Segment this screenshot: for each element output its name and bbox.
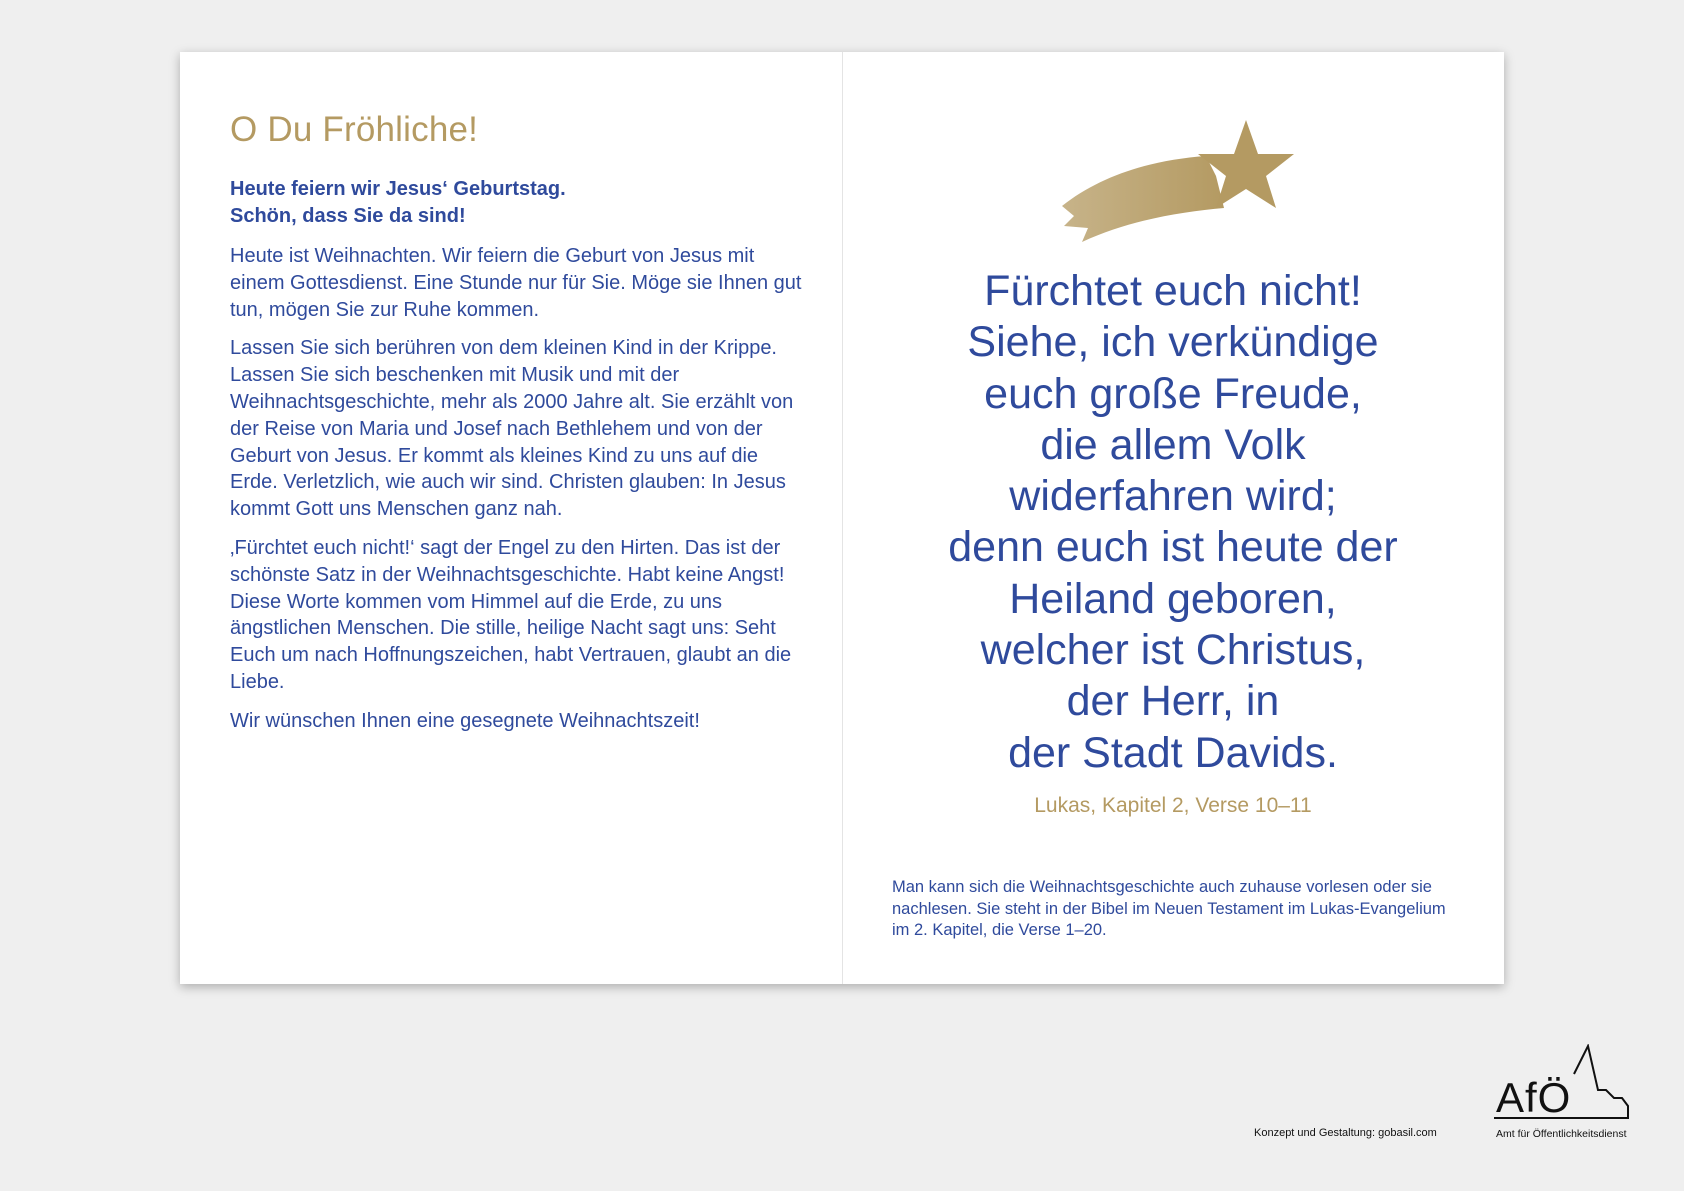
- quote-line: der Stadt Davids.: [1008, 728, 1338, 777]
- page-title: O Du Fröhliche!: [230, 110, 479, 149]
- design-credits: Konzept und Gestaltung: gobasil.com: [1254, 1127, 1437, 1139]
- intro-line-1: Heute feiern wir Jesus‘ Geburtstag.: [230, 178, 566, 200]
- paragraph-4: Wir wünschen Ihnen eine gesegnete Weihnachtszeit!: [230, 709, 700, 732]
- footnote-text: Man kann sich die Weihnachtsgeschichte auch zuhause vorlesen oder sie nachlesen. Sie steht in der Bibel im Neuen Testament im Lukas-Evangelium im 2. Kapitel, die Verse 1–20.: [892, 878, 1446, 939]
- quote-line: denn euch ist heute der: [948, 523, 1398, 572]
- afo-logo: [1494, 1044, 1634, 1144]
- quote-line: euch große Freude,: [984, 369, 1362, 418]
- quote-line: Siehe, ich verkündige: [967, 318, 1379, 367]
- quote-line: die allem Volk: [1040, 420, 1306, 469]
- left-page: [230, 110, 810, 747]
- quote-line: der Herr, in: [1066, 677, 1280, 726]
- paragraph-2: Lassen Sie sich berühren von dem kleinen Kind in der Krippe. Lassen Sie sich beschenken mit Musik und mit der Weihnachtsgeschichte, mehr als 2000 Jahre alt. Sie erzählt von der Reise von Maria und Josef nach Bethlehem und von der Geburt von Jesus. Er kommt als kleines Kind zu uns auf die Erde. Verletzlich, wie auch wir sind. Christen glauben: In Jesus kommt Gott uns Menschen ganz nah.: [230, 337, 794, 521]
- quote-reference: Lukas, Kapitel 2, Verse 10–11: [1034, 794, 1312, 817]
- quote-line: widerfahren wird;: [1009, 472, 1337, 521]
- quote-line: Fürchtet euch nicht!: [984, 267, 1362, 315]
- flyer-spread: [180, 52, 1504, 984]
- shooting-star-icon: [1060, 116, 1296, 244]
- quote-line: welcher ist Christus,: [980, 626, 1366, 675]
- intro-line-2: Schön, dass Sie da sind!: [230, 205, 466, 227]
- paragraph-1: Heute ist Weihnachten. Wir feiern die Geburt von Jesus mit einem Gottesdienst. Eine Stunde nur für Sie. Möge sie Ihnen gut tun, mögen Sie zur Ruhe kommen.: [230, 245, 802, 321]
- logo-text: AfÖ: [1496, 1074, 1572, 1121]
- paragraph-3: ‚Fürchtet euch nicht!‘ sagt der Engel zu den Hirten. Das ist der schönste Satz in der Weihnachtsgeschichte. Habt keine Angst! Diese Worte kommen vom Himmel auf die Erde, zu uns ängstlichen Menschen. Die stille, heilige Nacht sagt uns: Seht Euch um nach Hoffnungszeichen, habt Vertrauen, glaubt an die Liebe.: [230, 536, 792, 693]
- logo-subtitle: Amt für Öffentlichkeitsdienst: [1496, 1128, 1627, 1140]
- bible-quote: [842, 266, 1504, 779]
- quote-line: Heiland geboren,: [1009, 574, 1337, 623]
- intro-text: [230, 176, 810, 230]
- right-page: [842, 52, 1504, 984]
